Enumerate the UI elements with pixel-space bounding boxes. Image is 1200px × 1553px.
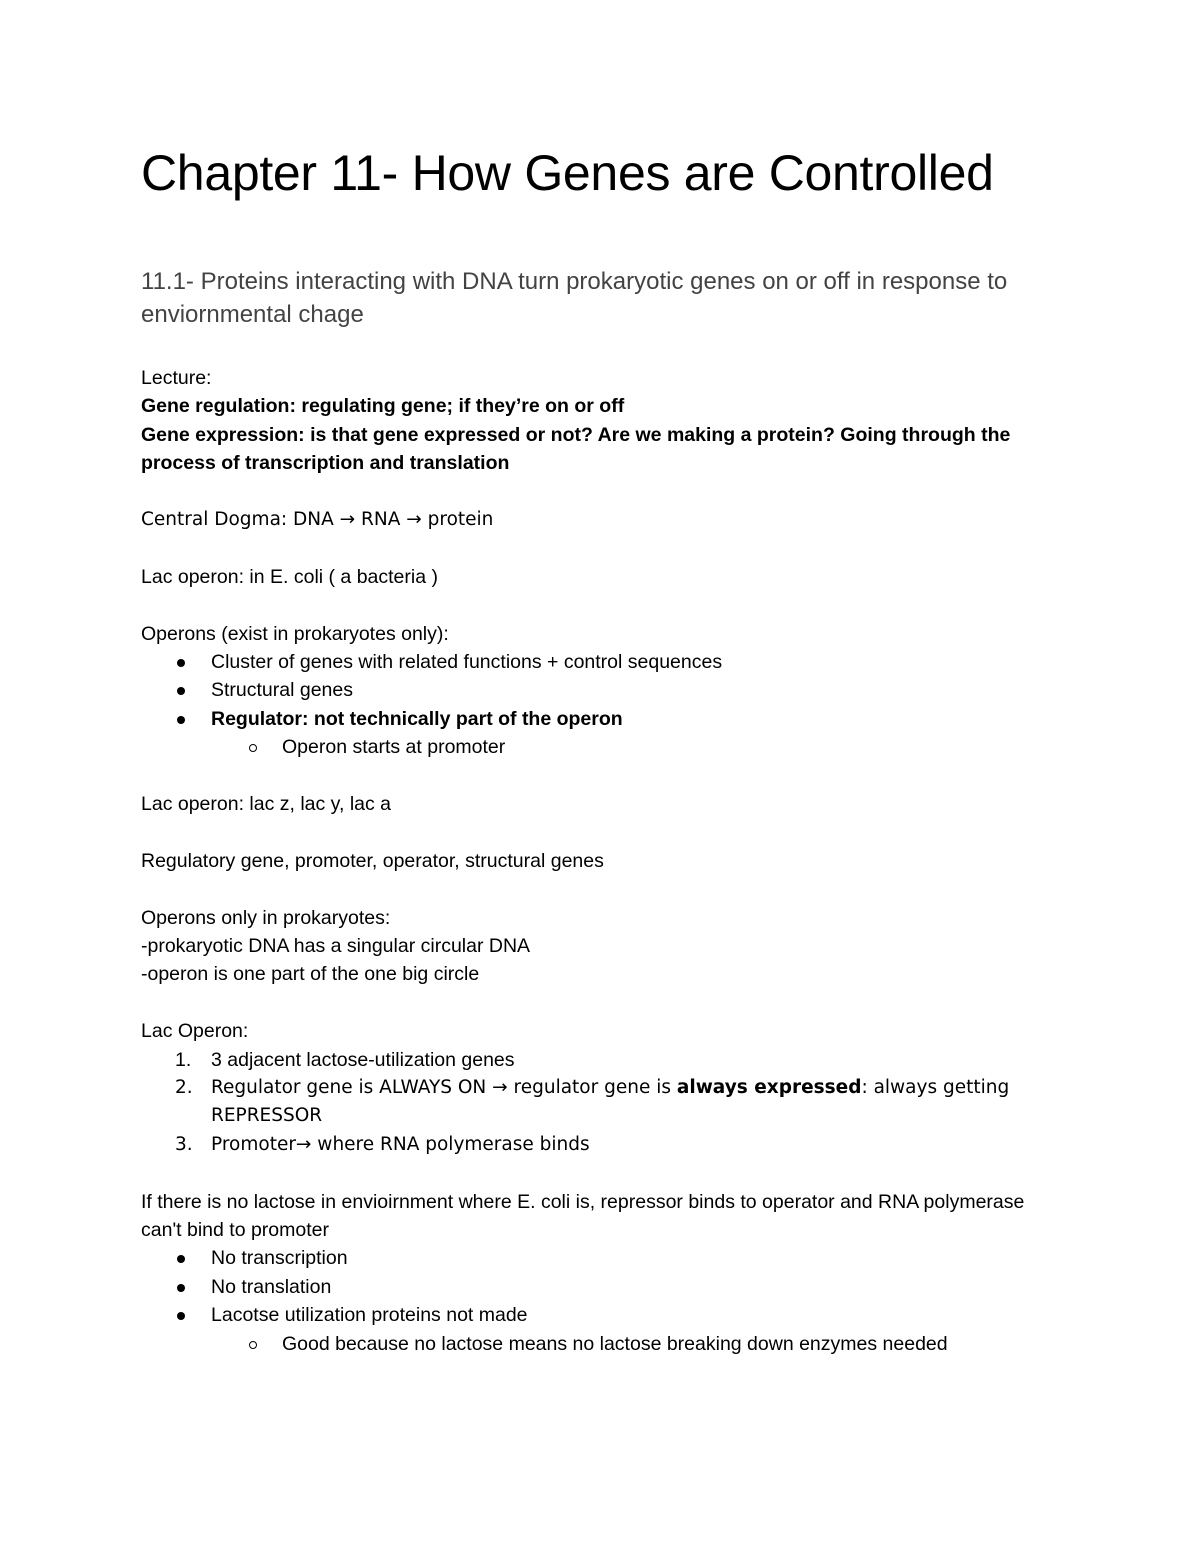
list-item: 1. 3 adjacent lactose-utilization genes [141, 1046, 1041, 1074]
central-dogma: Central Dogma: DNA → RNA → protein [141, 509, 494, 531]
bullet-icon [177, 687, 185, 695]
document-body [141, 364, 1041, 1358]
operons-only-heading: Operons only in prokaryotes: [141, 906, 391, 929]
list-item: Structural genes [141, 676, 1041, 704]
bullet-icon [177, 659, 185, 667]
bullet-icon [177, 716, 185, 724]
bullet-icon [177, 1284, 185, 1292]
lac-operon-heading: Lac Operon: [141, 1020, 249, 1043]
gene-regulation-definition: Gene regulation: regulating gene; if they’re on or off [141, 395, 625, 418]
lac-operon-ecoli: Lac operon: in E. coli ( a bacteria ) [141, 565, 438, 588]
list-item: Cluster of genes with related functions + control sequences [141, 648, 1041, 676]
page-title: Chapter 11- How Genes are Controlled [141, 145, 994, 201]
list-item: Lacotse utilization proteins not made [141, 1301, 1041, 1329]
operon-part-note: -operon is one part of the one big circle [141, 963, 480, 986]
list-number: 2. [175, 1077, 193, 1099]
hollow-bullet-icon [249, 744, 257, 752]
lac-operon-genes: Lac operon: lac z, lac y, lac a [141, 793, 392, 816]
operons-list [141, 648, 1041, 762]
prokaryotic-dna-note: -prokaryotic DNA has a singular circular DNA [141, 935, 531, 958]
list-subitem: Good because no lactose means no lactose breaking down enzymes needed [141, 1330, 1041, 1358]
gene-expression-definition: Gene expression: is that gene expressed or not? Are we making a protein? Going through the process of transcription and translation [141, 423, 1011, 475]
list-item: 3. Promoter→ where RNA polymerase binds [141, 1131, 1041, 1159]
list-item: No transcription [141, 1244, 1041, 1272]
list-item: 2. Regulator gene is ALWAYS ON → regulator gene is always expressed: always getting REPRESSOR [141, 1074, 1041, 1131]
bullet-icon [177, 1312, 185, 1320]
operons-heading: Operons (exist in prokaryotes only): [141, 622, 449, 645]
lecture-label: Lecture: [141, 367, 212, 389]
section-heading: 11.1- Proteins interacting with DNA turn prokaryotic genes on or off in response to enviornmental chage [141, 268, 1008, 328]
regulatory-line: Regulatory gene, promoter, operator, structural genes [141, 849, 604, 872]
no-lactose-paragraph: If there is no lactose in envioirnment where E. coli is, repressor binds to operator and RNA polymerase can't bind to promoter [141, 1190, 1025, 1242]
lac-operon-list [141, 1046, 1041, 1160]
list-subitem: Operon starts at promoter [141, 733, 1041, 761]
list-number: 3. [175, 1133, 193, 1155]
list-item: No translation [141, 1273, 1041, 1301]
list-number: 1. [175, 1048, 192, 1071]
bullet-icon [177, 1255, 185, 1263]
list-item: Regulator: not technically part of the operon [141, 705, 1041, 733]
hollow-bullet-icon [249, 1341, 257, 1349]
no-lactose-list [141, 1244, 1041, 1358]
